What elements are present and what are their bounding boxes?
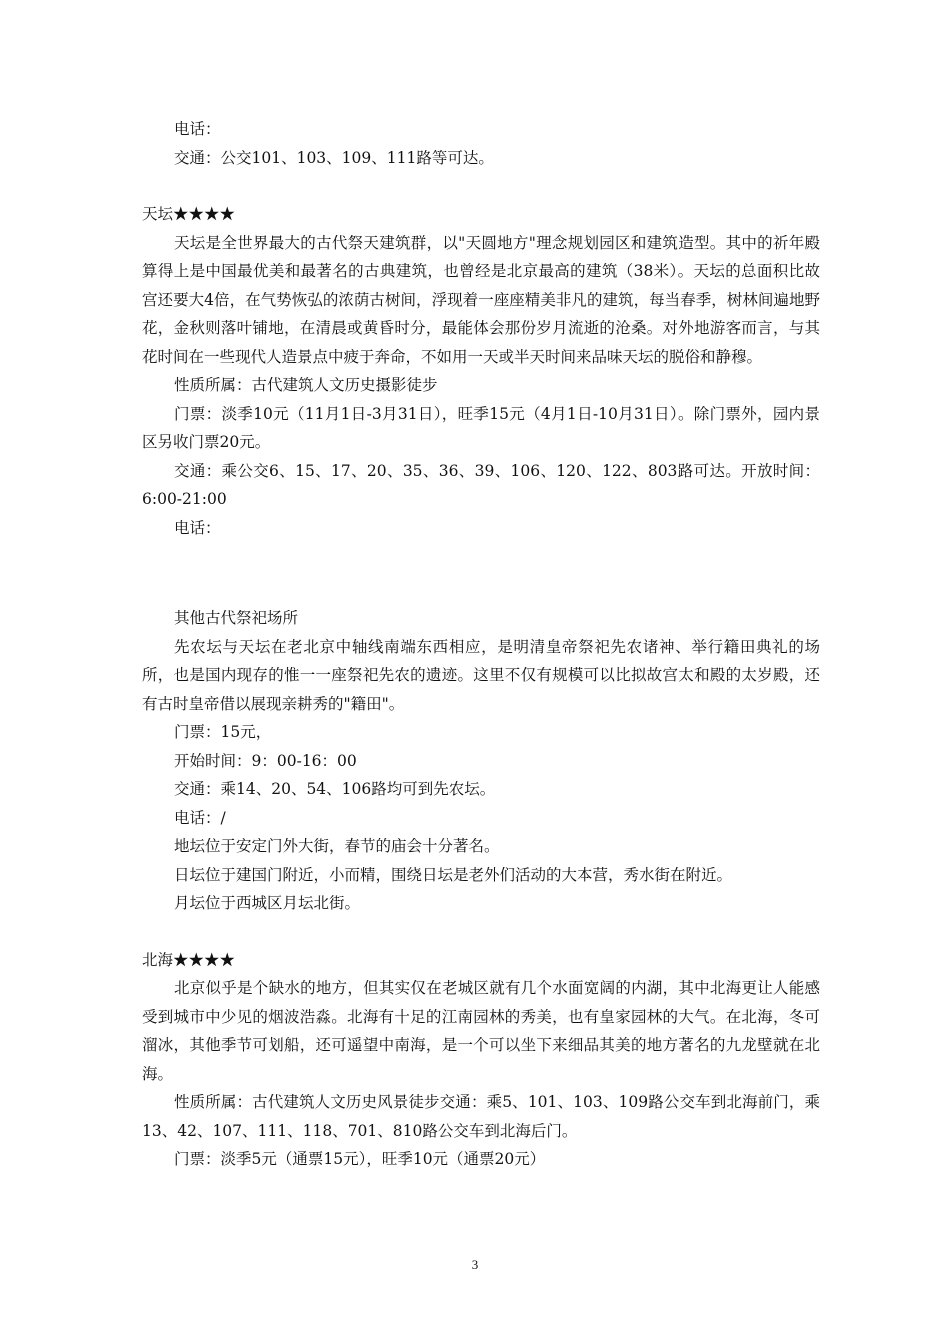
others-description: 先农坛与天坛在老北京中轴线南端东西相应，是明清皇帝祭祀先农诸神、举行籍田典礼的场所，也是国内现存的惟一一座祭祀先农的遗迹。这里不仅有规模可以比拟故宫太和殿的太岁殿，还有古时皇帝借以展现亲耕秀的"籍田"。 [142, 637, 820, 713]
tiantan-category: 性质所属：古代建筑人文历史摄影徒步 [174, 376, 438, 394]
beihai-description: 北京似乎是个缺水的地方，但其实仅在老城区就有几个水面宽阔的内湖，其中北海更让人能感受到城市中少见的烟波浩淼。北海有十足的江南园林的秀美，也有皇家园林的大气。在北海，冬可溜冰，其他季节可划船，还可遥望中南海，是一个可以坐下来细品其美的地方著名的九龙壁就在北海。 [142, 979, 820, 1083]
yuetan-line: 月坛位于西城区月坛北街。 [174, 894, 361, 912]
tiantan-transport: 交通：乘公交6、15、17、20、35、36、39、106、120、122、803路可达。开放时间：6:00-21:00 [142, 461, 820, 508]
phone-line: 电话： [174, 120, 221, 138]
others-transport: 交通：乘14、20、54、106路均可到先农坛。 [174, 780, 496, 798]
section-title-others: 其他古代祭祀场所 [174, 609, 299, 627]
others-ticket: 门票：15元， [174, 723, 272, 741]
section-title-beihai: 北海★★★★ [142, 950, 236, 969]
page-number: 3 [471, 1257, 479, 1272]
section-title-tiantan: 天坛★★★★ [142, 205, 236, 223]
beihai-category-transport: 性质所属：古代建筑人文历史风景徒步交通：乘5、101、103、109路公交车到北海前门，乘13、42、107、111、118、701、810路公交车到北海后门。 [142, 1093, 820, 1140]
others-hours: 开始时间：9：00-16：00 [174, 751, 357, 770]
spacer [142, 918, 820, 946]
others-phone: 电话：/ [174, 808, 226, 827]
tiantan-ticket: 门票：淡季10元（11月1日-3月31日），旺季15元（4月1日-10月31日）。除门票外，园内景区另收门票20元。 [142, 404, 820, 451]
tiantan-description: 天坛是全世界最大的古代祭天建筑群，以"天圆地方"理念规划园区和建筑造型。其中的祈年殿算得上是中国最优美和最著名的古典建筑，也曾经是北京最高的建筑（38米）。天坛的总面积比故宫还要大4倍，在气势恢弘的浓荫古树间，浮现着一座座精美非凡的建筑，每当春季，树林间遍地野花，金秋则落叶铺地，在清晨或黄昏时分，最能体会那份岁月流逝的沧桑。对外地游客而言，与其花时间在一些现代人造景点中疲于奔命，不如用一天或半天时间来品味天坛的脱俗和静穆。 [142, 233, 820, 366]
spacer [142, 172, 820, 200]
transport-line: 交通：公交101、103、109、111路等可达。 [174, 148, 494, 167]
ritan-line: 日坛位于建国门附近，小而精，围绕日坛是老外们活动的大本营，秀水街在附近。 [174, 865, 733, 884]
beihai-ticket: 门票：淡季5元（通票15元），旺季10元（通票20元） [174, 1150, 546, 1168]
tiantan-phone: 电话： [174, 518, 221, 537]
ditan-line: 地坛位于安定门外大街，春节的庙会十分著名。 [174, 837, 500, 855]
spacer [142, 542, 820, 604]
page-content [142, 115, 820, 1174]
